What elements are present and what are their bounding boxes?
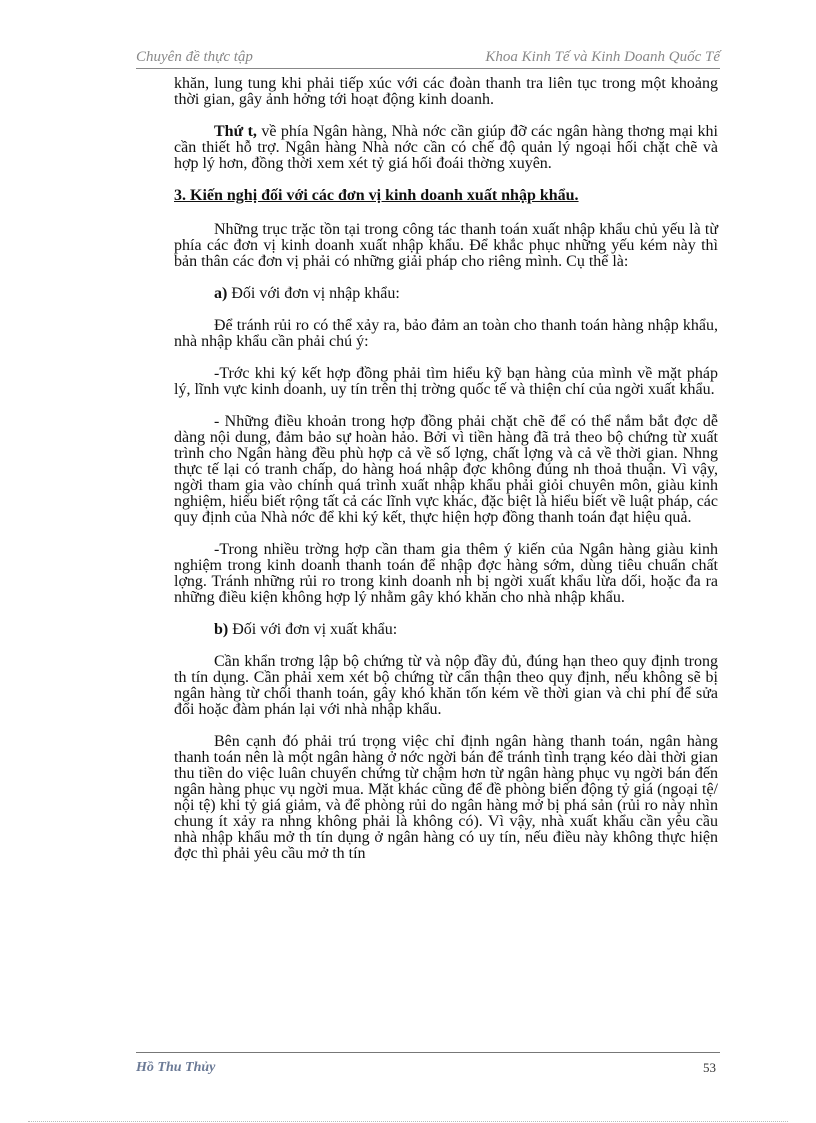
- paragraph-6: - Những điều khoản trong hợp đồng phải chặt chẽ để có thể nắm bắt đợc dễ dàng nội dung, đảm bảo sự hoàn hảo. Bởi vì tiền hàng đã trả theo bộ chứng từ xuất trình cho Ngân hàng đều phù hợp cả về số lợng, chất lợng và cả về thời gian. Nhng thực tế lại có tranh chấp, do hàng hoá nhập đợc không đúng nh thoả thuận. Vì vậy, ngời tham gia vào chính quá trình xuất nhập khẩu phải giỏi chuyên môn, giàu kinh nghiệm, hiểu biết rộng tất cả các lĩnh vực khác, đặc biệt là hiểu biết về luật pháp, các quy định của Nhà nớc để khi ký kết, thực hiện hợp đồng thanh toán đạt hiệu quả.: [174, 413, 719, 526]
- header-left: Chuyên đề thực tập: [136, 49, 253, 65]
- page-break-line: [28, 1121, 788, 1122]
- paragraph-4: Để tránh rủi ro có thể xảy ra, bảo đảm an toàn cho thanh toán hàng nhập khẩu, nhà nhập khẩu cần phải chú ý:: [174, 317, 718, 350]
- paragraph-9: Bên cạnh đó phải trú trọng việc chỉ định ngân hàng thanh toán, ngân hàng thanh toán nên là một ngân hàng ở nớc ngời bán để tránh tình trạng kéo dài thời gian thu tiền do việc luân chuyển chứng từ chậm hơn từ ngân hàng phục vụ ngời bán đến ngân hàng phục vụ ngời mua. Mặt khác cũng để đề phòng biến động tỷ giá (ngoại tệ/ nội tệ) khi tỷ giá giảm, và để phòng rủi do ngân hàng mở bị phá sản (rủi ro này nhìn chung ít xảy ra nhng không phải là không có). Vì vậy, nhà xuất khẩu cần yêu cầu nhà nhập khẩu mở th tín dụng ở ngân hàng có uy tín, nếu điều này không thực hiện đợc thì phải yêu cầu mở th tín: [174, 733, 718, 862]
- subheading-a: [174, 286, 718, 302]
- header-right: Khoa Kinh Tế và Kinh Doanh Quốc Tế: [485, 49, 720, 65]
- paragraph-3: Những trục trặc tồn tại trong công tác thanh toán xuất nhập khẩu chủ yếu là từ phía các đơn vị kinh doanh xuất nhập khẩu. Để khắc phục những yếu kém này thì bản thân các đơn vị phải có những giải pháp cho riêng mình. Cụ thể là:: [174, 221, 718, 270]
- paragraph-2-text: về phía Ngân hàng, Nhà nớc cần giúp đỡ các ngân hàng thơng mại khi cần thiết hỗ trợ. Ngân hàng Nhà nớc cần có chế độ quản lý ngoại hối chặt chẽ và hợp lý hơn, đồng thời xem xét tỷ giá hối đoái thờng xuyên.: [174, 123, 718, 172]
- paragraph-5: -Trớc khi ký kết hợp đồng phải tìm hiểu kỹ bạn hàng của mình về mặt pháp lý, lĩnh vực kinh doanh, uy tín trên thị trờng quốc tế và thiện chí của ngời xuất khẩu.: [174, 365, 718, 398]
- footer-rule: [136, 1052, 720, 1053]
- page-number: 53: [703, 1060, 716, 1075]
- footer-author: Hồ Thu Thủy: [136, 1060, 216, 1075]
- running-header: [136, 48, 720, 66]
- page-content: [174, 76, 718, 878]
- paragraph-1: khăn, lung tung khi phải tiếp xúc với các đoàn thanh tra liên tục trong một khoảng thời gian, gây ảnh hởng tới hoạt động kinh doanh.: [174, 75, 718, 108]
- subheading-a-label: a): [214, 285, 228, 302]
- subheading-b: [174, 622, 718, 638]
- paragraph-2: [174, 124, 718, 172]
- paragraph-7: -Trong nhiều trờng hợp cần tham gia thêm ý kiến của Ngân hàng giàu kinh nghiệm trong kinh doanh thanh toán để nhập đợc hàng sớm, dùng tiêu chuẩn chất lợng. Tránh những rủi ro trong kinh doanh nh bị ngời xuất khẩu lừa dối, hoặc đa ra những điều kiện không hợp lý nhằm gây khó khăn cho nhà nhập khẩu.: [174, 541, 718, 606]
- subheading-b-text: Đối với đơn vị xuất khẩu:: [228, 621, 398, 638]
- subheading-a-text: Đối với đơn vị nhập khẩu:: [227, 285, 400, 302]
- paragraph-8: Cần khẩn trơng lập bộ chứng từ và nộp đầy đủ, đúng hạn theo quy định trong th tín dụng. Cần phải xem xét bộ chứng từ cẩn thận theo quy định, nếu không sẽ bị ngân hàng từ chối thanh toán, gây khó khăn tốn kém về thời gian và chi phí để sửa đổi hoặc đàm phán lại với nhà nhập khẩu.: [174, 653, 718, 718]
- header-rule: [136, 68, 720, 69]
- subheading-b-label: b): [214, 621, 229, 638]
- paragraph-2-lead: Thứ t,: [214, 123, 257, 140]
- section-title: 3. Kiến nghị đối với các đơn vị kinh doanh xuất nhập khẩu.: [174, 187, 579, 204]
